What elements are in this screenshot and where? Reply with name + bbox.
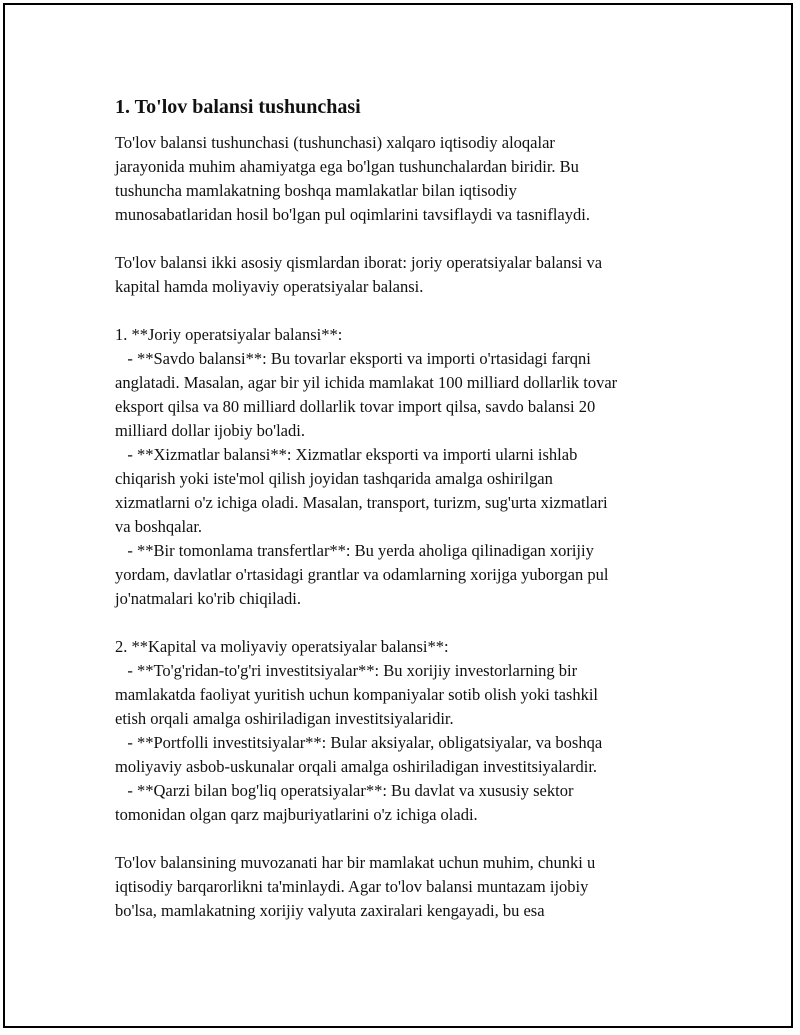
document-body (115, 93, 715, 923)
paragraph-intro: To'lov balansi tushunchasi (tushunchasi) xalqaro iqtisodiy aloqalar jarayonida muhim ahamiyatga ega bo'lgan tushunchalardan biridir. Bu tushuncha mamlakatning boshqa mamlakatlar bilan iqtisodiy munosabatlaridan hosil bo'lgan pul oqimlarini tavsiflaydi va tasniflaydi. (115, 133, 590, 224)
paragraph-gap (115, 227, 715, 251)
paragraph-equilibrium: To'lov balansining muvozanati har bir mamlakat uchun muhim, chunki u iqtisodiy barqarorlikni ta'minlaydi. Agar to'lov balansi muntazam ijobiy bo'lsa, mamlakatning xorijiy valyuta zaxiralari kengayadi, bu esa (115, 853, 596, 920)
paragraph-capital-account: 2. **Kapital va moliyaviy operatsiyalar balansi**: - **To'g'ridan-to'g'ri investitsiyalar**: Bu xorijiy investorlarning bir mamlakatda faoliyat yuritish uchun kompaniyalar sotib olish yoki tashkil etish orqali amalga oshiriladigan investitsiyalaridir. - **Portfolli investitsiyalar**: Bular aksiyalar, obligatsiyalar, va boshqa moliyaviy asbob-uskunalar orqali amalga oshiriladigan investitsiyalardir. - **Qarzi bilan bog'liq operatsiyalar**: Bu davlat va xususiy sektor tomonidan olgan qarz majburiyatlarini o'z ichiga oladi. (115, 637, 603, 824)
paragraph-components: To'lov balansi ikki asosiy qismlardan iborat: joriy operatsiyalar balansi va kapital hamda moliyaviy operatsiyalar balansi. (115, 253, 603, 296)
paragraph-gap (115, 611, 715, 635)
paragraph-current-account: 1. **Joriy operatsiyalar balansi**: - **Savdo balansi**: Bu tovarlar eksporti va importi o'rtasidagi farqni anglatadi. Masalan, agar bir yil ichida mamlakat 100 milliard dollarlik tovar eksport qilsa va 80 milliard dollarlik tovar import qilsa, savdo balansi 20 milliard dollar ijobiy bo'ladi. - **Xizmatlar balansi**: Xizmatlar eksporti va importi ularni ishlab chiqarish yoki iste'mol qilish joyidan tashqarida amalga oshirilgan xizmatlarni o'z ichiga oladi. Masalan, transport, turizm, sug'urta xizmatlari va boshqalar. - **Bir tomonlama transfertlar**: Bu yerda aholiga qilinadigan xorijiy yordam, davlatlar o'rtasidagi grantlar va odamlarning xorijga yuborgan pul jo'natmalari ko'rib chiqiladi. (115, 325, 618, 608)
section-title: 1. To'lov balansi tushunchasi (115, 96, 361, 118)
paragraph-gap (115, 299, 715, 323)
paragraph-gap (115, 827, 715, 851)
